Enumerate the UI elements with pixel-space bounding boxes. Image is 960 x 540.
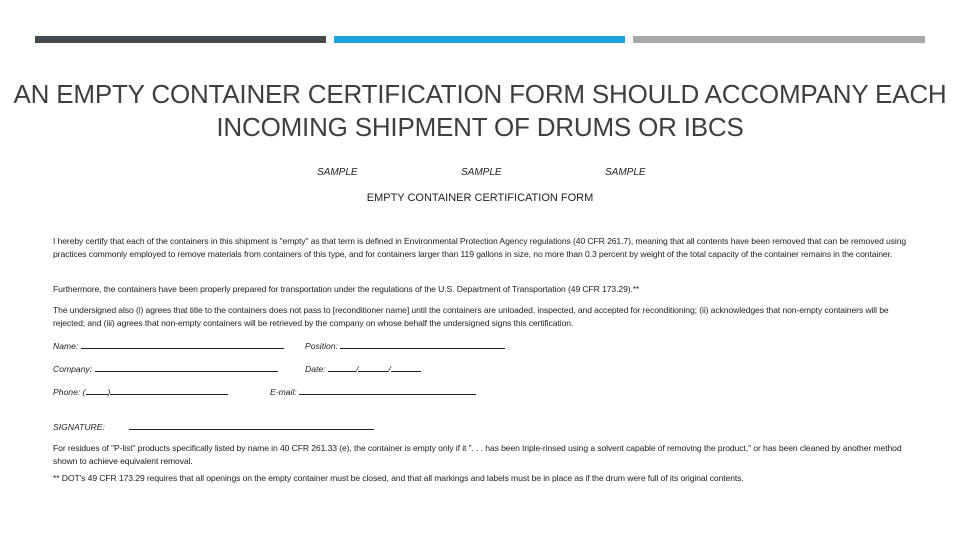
email-field[interactable] bbox=[270, 385, 476, 397]
company-field[interactable] bbox=[53, 362, 278, 374]
phone-label: Phone: ( bbox=[53, 387, 86, 397]
accent-bar-blue bbox=[334, 36, 625, 43]
email-label: E-mail: bbox=[270, 387, 297, 397]
name-field[interactable] bbox=[53, 339, 284, 351]
sample-label: SAMPLE bbox=[605, 167, 646, 178]
name-label: Name: bbox=[53, 341, 79, 351]
position-blank[interactable] bbox=[340, 339, 505, 349]
dot-footnote: ** DOT's 49 CFR 173.29 requires that all openings on the empty container must be closed, and that all markings and labels must be in place as if the drum were full of its original contents. bbox=[53, 473, 744, 483]
phone-blank[interactable] bbox=[107, 385, 228, 397]
email-blank[interactable] bbox=[299, 385, 476, 395]
sample-label: SAMPLE bbox=[461, 167, 502, 178]
phone-paren: ) bbox=[107, 387, 111, 397]
accent-bar-gray bbox=[633, 36, 925, 43]
slide-title: AN EMPTY CONTAINER CERTIFICATION FORM SHOULD ACCOMPANY EACH INCOMING SHIPMENT OF DRUMS OR IBCS bbox=[13, 79, 947, 142]
accent-bar-dark bbox=[35, 36, 326, 43]
form-title: EMPTY CONTAINER CERTIFICATION FORM bbox=[366, 192, 594, 204]
date-year-blank[interactable] bbox=[391, 362, 421, 372]
transportation-paragraph: Furthermore, the containers have been properly prepared for transportation under the regulations of the U.S. Department of Transportation (49 CFR 173.29).** bbox=[53, 284, 640, 294]
position-field[interactable] bbox=[305, 339, 505, 351]
p-list-paragraph: For residues of "P-list" products specifically listed by name in 40 CFR 261.33 (e), the container is empty only if it ". . . has been triple-rinsed using a solvent capable of removing the product," or has been cleaned by another method shown to achieve equivalent removal. bbox=[53, 443, 902, 466]
undersigned-paragraph: The undersigned also (i) agrees that title to the containers does not pass to [reconditioner name] until the containers are unloaded, inspected, and accepted for reconditioning; (ii) acknowledges that non-empty containers will be rejected; and (iii) agrees that non-empty containers will be retrieved by the company on whose behalf the undersigned signs this certification. bbox=[53, 305, 889, 328]
signature-field[interactable] bbox=[53, 420, 374, 432]
company-label: Company: bbox=[53, 364, 93, 374]
date-field[interactable]: Date: / / bbox=[305, 362, 421, 374]
date-label: Date: bbox=[305, 364, 326, 374]
signature-label: SIGNATURE: bbox=[53, 422, 105, 432]
company-blank[interactable] bbox=[95, 362, 278, 372]
position-label: Position: bbox=[305, 341, 338, 351]
phone-area-blank[interactable] bbox=[86, 385, 108, 395]
certification-paragraph: I hereby certify that each of the containers in this shipment is "empty" as that term is defined in Environmental Protection Agency regulations (40 CFR 261.7), meaning that all contents have been removed that can be removed using practices commonly employed to remove materials from containers of this type, and for containers larger than 119 gallons in size, no more than 0.3 percent by weight of the total capacity of the container remains in the container. bbox=[53, 236, 907, 259]
name-blank[interactable] bbox=[81, 339, 284, 349]
sample-label: SAMPLE bbox=[317, 167, 358, 178]
date-month-blank[interactable] bbox=[328, 362, 356, 372]
date-day-blank[interactable] bbox=[358, 362, 388, 372]
signature-blank[interactable] bbox=[129, 420, 374, 430]
phone-field[interactable] bbox=[53, 385, 228, 397]
